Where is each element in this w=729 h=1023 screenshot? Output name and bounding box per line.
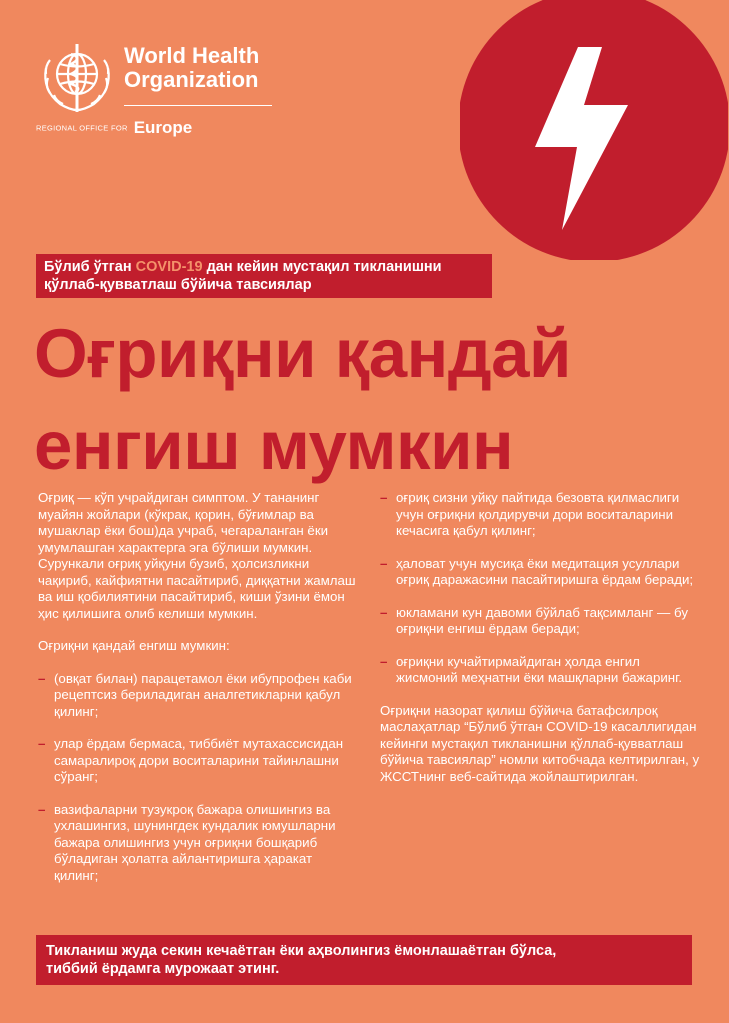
dash-bullet: – [38, 670, 46, 686]
dash-bullet: – [380, 490, 388, 505]
right-column [380, 490, 700, 801]
left-column [38, 490, 358, 900]
dash-bullet: – [380, 555, 388, 571]
list-item: – ҳаловат учун мусиқа ёки медитация усуллари оғриқ даражасини пасайтиришга ёрдам беради; [380, 555, 694, 587]
tips-list-left [38, 671, 358, 885]
closing-paragraph: Оғриқни назорат қилиш бўйича батафсилроқ маслаҳатлар “Бўлиб ўтган COVID-19 касаллигидан кейинги мустақил тикланишни қўллаб-қувватлаш бўйича тавсиялар” номли китобчада келтирилган, у ЖССТнинг веб-сайтида жойлаштирилган. [380, 702, 700, 784]
page-title [34, 308, 571, 492]
dash-bullet: – [38, 801, 46, 817]
title-line2: енгиш мумкин [34, 407, 514, 484]
intro-paragraph: Оғриқ — кўп учрайдиган симптом. У тананинг муайян жойлари (кўкрак, қорин, бўғимлар ва мушаклар ёки бош)да учраб, чегараланган ёки умумлашган характерга эга бўлиши мумкин. Сурункали оғриқ уйқуни бузиб, ҳолсизликни чақириб, кайфиятни пасайтириб, диққатни жамлаш ва иш қобилиятини пасайтириб, киши ўзини ёмон ҳис қилишига олиб келиши мумкин. [38, 490, 356, 621]
dash-bullet: – [380, 653, 388, 669]
list-item: – юкламани кун давоми бўйлаб тақсимланг — бу оғриқни енгиш ёрдам беради; [380, 604, 689, 636]
regional-office-label: REGIONAL OFFICE FOR [36, 123, 128, 133]
list-item: – оғриқни кучайтирмайдиган ҳолда енгил жисмоний меҳнатни ёки машқларни бажаринг. [380, 653, 683, 685]
footer-line2: тиббий ёрдамга мурожаат этинг. [46, 961, 280, 977]
dash-bullet: – [380, 604, 388, 620]
who-logo [36, 38, 286, 138]
org-name-line2: Organization [124, 67, 259, 92]
footer-line1: Тикланиш жуда секин кечаётган ёки аҳволингиз ёмонлашаётган бўлса, [46, 943, 557, 959]
organization-name [124, 44, 259, 92]
list-item: – улар ёрдам бермаса, тиббиёт мутахассисидан самаралироқ дори воситаларини тайинлашни сўранг; [38, 736, 344, 784]
logo-divider [124, 105, 272, 106]
banner-line1: Бўлиб ўтган COVID-19 дан кейин мустақил тикланишни [44, 259, 442, 275]
list-item: – (овқат билан) парацетамол ёки ибупрофен каби рецептсиз бериладиган аналгетикларни қабул қилинг; [38, 670, 352, 719]
org-name-line1: World Health [124, 43, 260, 68]
regional-office [36, 118, 192, 138]
tips-list-right [380, 490, 700, 687]
region-name: Europe [133, 118, 193, 137]
subtitle-banner [36, 254, 492, 298]
hazard-circle [460, 0, 728, 260]
dash-bullet: – [38, 736, 46, 751]
covid-highlight: COVID-19 [135, 259, 203, 275]
who-emblem-icon [36, 38, 118, 120]
list-item: – оғриқ сизни уйқу пайтида безовта қилмаслиги учун оғриқни қолдирувчи дори воситаларини кечасига қабул қилинг; [380, 490, 680, 538]
tips-subheading: Оғриқни қандай енгиш мумкин: [38, 638, 230, 653]
list-item: – вазифаларни тузукроқ бажара олишингиз ва ухлашингиз, шунингдек кундалик юмушларни бажара олишингиз учун оғриқни бошқариб бўладиган ҳолатга айлантиришга ҳаракат қилинг; [38, 801, 336, 883]
footer-banner [36, 935, 692, 985]
title-line1: Оғриқни қандай [34, 315, 571, 392]
banner-line2: қўллаб-қувватлаш бўйича тавсиялар [44, 277, 312, 293]
